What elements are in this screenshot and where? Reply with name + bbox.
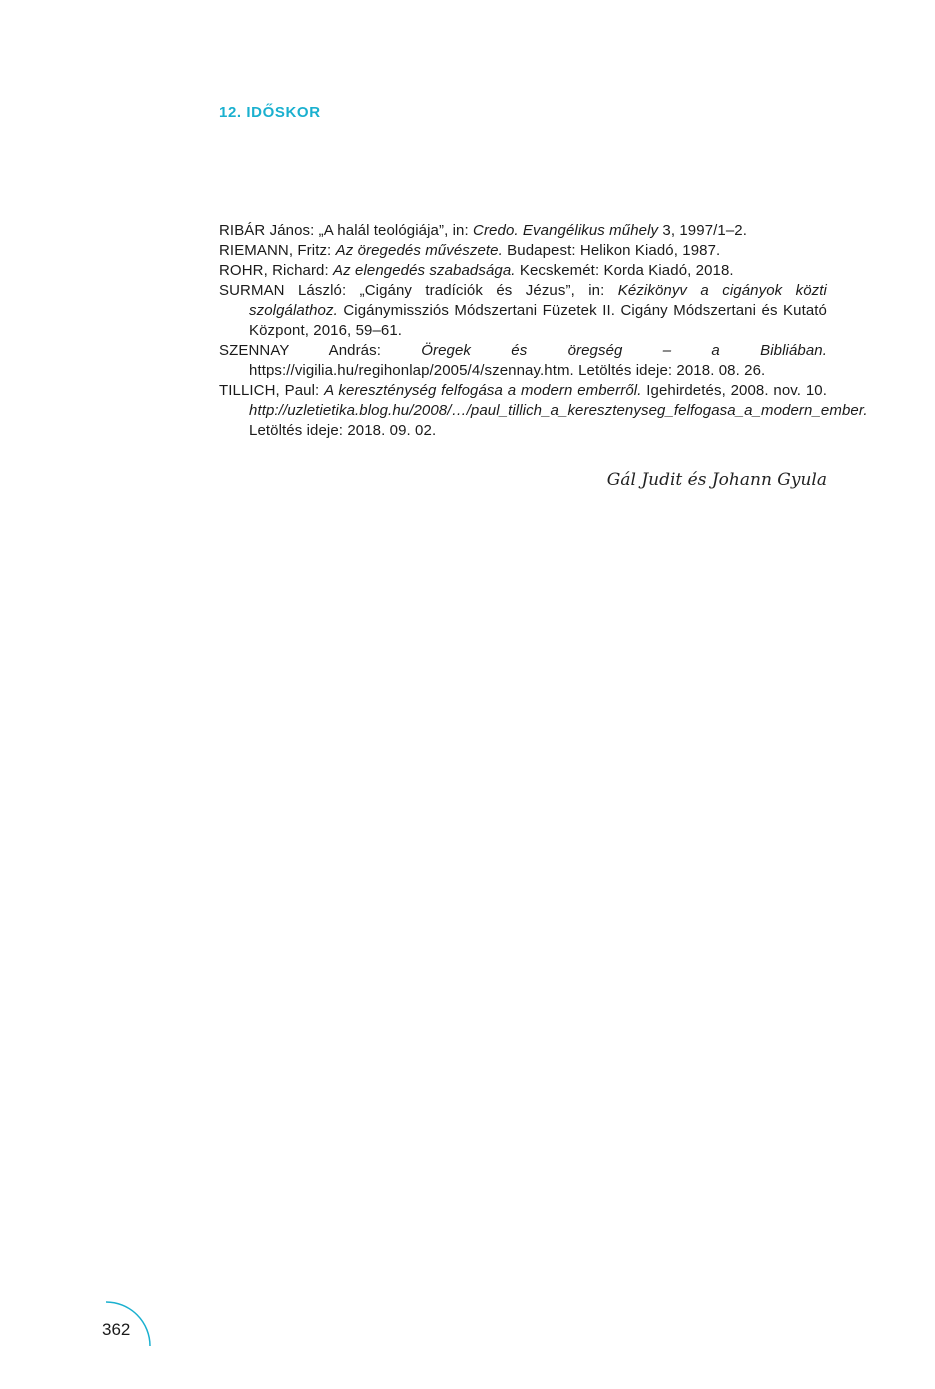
entry-title-italic: Az elengedés szabadsága.: [333, 262, 516, 279]
entry-title-italic: Az öregedés művészete.: [335, 242, 503, 259]
bibliography-entry: [219, 221, 827, 241]
bibliography-entry: [219, 241, 827, 261]
entry-title-italic: Öregek és öregség – a Bibliában.: [421, 342, 827, 359]
entry-text: Budapest: Helikon Kiadó, 1987.: [502, 242, 721, 259]
entry-text: 3, 1997/1–2.: [658, 222, 748, 239]
entry-text: TILLICH, Paul:: [219, 382, 325, 399]
page-number: 362: [102, 1320, 131, 1339]
page-footer: [100, 1300, 160, 1350]
entry-text: Kecskemét: Korda Kiadó, 2018.: [515, 262, 734, 279]
entry-text: Letöltés ideje: 2018. 09. 02.: [249, 422, 437, 439]
entry-text: ROHR, Richard:: [219, 262, 334, 279]
bibliography: [219, 221, 868, 441]
entry-text: Igehirdetés, 2008. nov. 10.: [641, 382, 827, 399]
entry-text: SZENNAY András:: [219, 342, 422, 359]
bibliography-entry: [219, 281, 827, 341]
entry-text: Cigánymissziós Módszertani Füzetek II. Cigány Módszertani és Kutató Központ, 2016, 59–61.: [249, 302, 827, 339]
bibliography-entry: [219, 381, 868, 441]
entry-text: RIEMANN, Fritz:: [219, 242, 336, 259]
entry-title-italic: Credo. Evangélikus műhely: [473, 222, 659, 239]
entry-text: RIBÁR János: „A halál teológiája”, in:: [219, 222, 474, 239]
entry-title-italic: http://uzletietika.blog.hu/2008/…/paul_tillich_a_keresztenyseg_felfogasa_a_modern_ember.: [249, 402, 868, 419]
entry-text: SURMAN László: „Cigány tradíciók és Jézus”, in:: [219, 282, 618, 299]
entry-text: https://vigilia.hu/regihonlap/2005/4/szennay.htm. Letöltés ideje: 2018. 08. 26.: [249, 362, 766, 379]
entry-title-italic: A kereszténység felfogása a modern emberről.: [324, 382, 642, 399]
author-signature: Gál Judit és Johann Gyula: [606, 470, 827, 490]
entry-title-italic: Kézikönyv a cigányok közti szolgálathoz.: [249, 282, 827, 319]
bibliography-entry: [219, 261, 827, 281]
bibliography-entry: [219, 341, 827, 381]
running-head: 12. IDŐSKOR: [219, 104, 321, 121]
